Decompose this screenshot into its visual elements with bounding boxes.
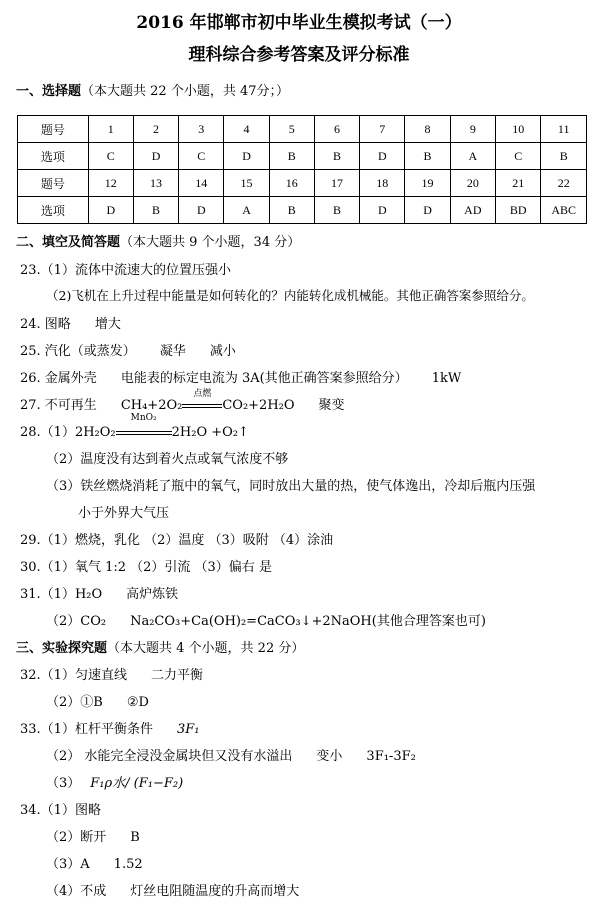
q34-a: 34.（1）图略	[20, 803, 101, 818]
answer-table-cell: C	[496, 143, 541, 170]
q31-a	[20, 583, 178, 602]
q33-b-v: 变小	[316, 749, 343, 764]
answer-table-cell: D	[133, 143, 178, 170]
q27-left: CH₄+2O₂	[120, 398, 183, 413]
section-2-heading	[16, 231, 300, 250]
q26-num: 26. 金属外壳	[20, 371, 97, 386]
q28-a	[20, 413, 249, 440]
section-3-note: （本大题共 4 个小题，共 22 分）	[107, 641, 305, 656]
answer-table-cell: D	[405, 197, 450, 224]
q34-c	[46, 853, 143, 872]
answer-table-cell: 4	[224, 116, 269, 143]
title-line-1: 2016 年邯郸市初中毕业生模拟考试（一）	[136, 13, 462, 33]
answer-table-cell: 17	[314, 170, 359, 197]
answer-table-row	[18, 170, 587, 197]
q34-d-v: 灯丝电阻随温度的升高而增大	[130, 884, 300, 899]
q25-num: 25. 汽化（或蒸发）	[20, 344, 136, 359]
section-2-title: 二、填空及简答题	[16, 235, 121, 250]
q28-right: 2H₂O +O₂↑	[171, 425, 249, 440]
q33-c-num: （3）	[46, 776, 81, 791]
answer-table-cell: D	[88, 197, 133, 224]
answer-table-cell: 5	[269, 116, 314, 143]
answer-table-cell: B	[405, 143, 450, 170]
q26-v1: 电能表的标定电流为 3A(其他正确答案参照给分）	[120, 371, 408, 386]
q33-b-v2: 3F₁-3F₂	[366, 749, 416, 764]
answer-table-cell: D	[224, 143, 269, 170]
q33-c	[46, 772, 183, 791]
answer-table-cell: A	[224, 197, 269, 224]
section-3-title: 三、实验探究题	[16, 641, 108, 656]
q27-right: CO₂+2H₂O	[222, 398, 295, 413]
q33-b	[46, 745, 416, 764]
q23-a: 23.（1）流体中流速大的位置压强小	[20, 263, 231, 278]
section-1-heading	[16, 80, 289, 99]
q28-condition: MnO₂	[130, 413, 157, 423]
answer-table-cell: ABC	[541, 197, 587, 224]
answer-table-cell: B	[314, 143, 359, 170]
q31-b-v: Na₂CO₃+Ca(OH)₂=CaCO₃↓+2NaOH(其他合理答案也可)	[130, 614, 486, 629]
answer-table-cell: B	[314, 197, 359, 224]
q33-c-v: F₁ρ水/ (F₁−F₂)	[90, 776, 184, 791]
answer-table-cell: AD	[450, 197, 495, 224]
answer-table-cell: 19	[405, 170, 450, 197]
answer-table-cell: BD	[496, 197, 541, 224]
q31-b-num: （2）CO₂	[46, 614, 107, 629]
answer-table-cell: D	[360, 143, 405, 170]
section-3-heading	[16, 637, 304, 656]
q32-b-v: ②D	[126, 695, 149, 710]
answer-table-cell: A	[450, 143, 495, 170]
q34-b	[46, 826, 140, 845]
q27-num: 27. 不可再生	[20, 398, 97, 413]
q25	[20, 340, 236, 359]
answer-table-cell: 11	[541, 116, 587, 143]
q34-b-v: B	[130, 830, 140, 845]
q28-num: 28.（1）2H₂O₂	[20, 425, 116, 440]
q24-num: 24. 图略	[20, 317, 71, 332]
section-2-note: （本大题共 9 个小题，34 分）	[120, 235, 301, 250]
q24-v1: 增大	[94, 317, 121, 332]
q27-v2: 聚变	[318, 398, 345, 413]
answer-table-cell: C	[179, 143, 224, 170]
answer-table-row-label: 题号	[18, 170, 89, 197]
answer-table-cell: 6	[314, 116, 359, 143]
answer-table-row	[18, 143, 587, 170]
q28-b: （2）温度没有达到着火点或氧气浓度不够	[46, 452, 289, 467]
q27-arrow	[182, 389, 222, 413]
answer-table-cell: D	[360, 197, 405, 224]
answer-table-cell: 3	[179, 116, 224, 143]
q24	[20, 313, 121, 332]
q34-c-num: （3）A	[46, 857, 90, 872]
q25-v1: 凝华	[159, 344, 186, 359]
answer-table-cell: B	[269, 143, 314, 170]
answer-table-cell: 7	[360, 116, 405, 143]
answer-table-row	[18, 197, 587, 224]
q32-a	[20, 664, 203, 683]
q26	[20, 367, 461, 386]
title-line-2: 理科综合参考答案及评分标准	[188, 45, 410, 65]
answer-table-cell: 16	[269, 170, 314, 197]
q34-c-v: 1.52	[113, 857, 143, 872]
answer-table-cell: 2	[133, 116, 178, 143]
section-1-note: （本大题共 22 个小题，共 47分；）	[81, 84, 289, 99]
q32-b	[46, 691, 149, 710]
q25-v2: 减小	[209, 344, 236, 359]
answer-table-row-label: 选项	[18, 143, 89, 170]
answer-table-cell: 15	[224, 170, 269, 197]
q34-d	[46, 880, 299, 899]
q31-a-v: 高炉炼铁	[126, 587, 179, 602]
q28-c: （3）铁丝燃烧消耗了瓶中的氧气，同时放出大量的热，使气体逸出，冷却后瓶内压强	[46, 479, 536, 494]
answer-table-cell: 14	[179, 170, 224, 197]
answer-table-cell: 10	[496, 116, 541, 143]
answer-table-cell: D	[179, 197, 224, 224]
answer-table-cell: 13	[133, 170, 178, 197]
q32-b-num: （2）①B	[46, 695, 103, 710]
answer-table-cell: 9	[450, 116, 495, 143]
q27-condition: 点燃	[193, 389, 212, 399]
answer-table	[17, 115, 587, 224]
q32-a-num: 32.（1）匀速直线	[20, 668, 127, 683]
q33-a	[20, 718, 199, 737]
q29: 29.（1）燃烧，乳化 （2）温度 （3）吸附 （4）涂油	[20, 533, 334, 548]
answer-table-row-label: 选项	[18, 197, 89, 224]
answer-table-cell: 1	[88, 116, 133, 143]
q32-a-v: 二力平衡	[150, 668, 203, 683]
q33-a-v: 3F₁	[176, 722, 200, 737]
q34-d-num: （4）不成	[46, 884, 107, 899]
q28-arrow	[116, 413, 172, 440]
answer-table-cell: 12	[88, 170, 133, 197]
answer-table-cell: 8	[405, 116, 450, 143]
q34-b-num: （2）断开	[46, 830, 107, 845]
answer-table-cell: 21	[496, 170, 541, 197]
q31-b	[46, 610, 486, 629]
answer-table-cell: B	[269, 197, 314, 224]
answer-table-row-label: 题号	[18, 116, 89, 143]
q31-a-num: 31.（1）H₂O	[20, 587, 103, 602]
answer-table-cell: C	[88, 143, 133, 170]
section-1-title: 一、选择题	[16, 84, 82, 99]
q27	[20, 389, 345, 413]
q33-b-num: （2） 水能完全浸没金属块但又没有水溢出	[46, 749, 293, 764]
q30: 30.（1）氧气 1:2 （2）引流 （3）偏右 是	[20, 560, 272, 575]
answer-table-cell: 20	[450, 170, 495, 197]
q33-a-num: 33.（1）杠杆平衡条件	[20, 722, 153, 737]
answer-table-row	[18, 116, 587, 143]
q26-v2: 1kW	[431, 371, 462, 386]
q28-c2: 小于外界大气压	[78, 506, 170, 521]
q23-b: （2)飞机在上升过程中能量是如何转化的？内能转化成机械能。其他正确答案参照给分。	[46, 288, 534, 303]
answer-table-cell: B	[133, 197, 178, 224]
answer-table-cell: B	[541, 143, 587, 170]
answer-table-cell: 18	[360, 170, 405, 197]
answer-table-cell: 22	[541, 170, 587, 197]
